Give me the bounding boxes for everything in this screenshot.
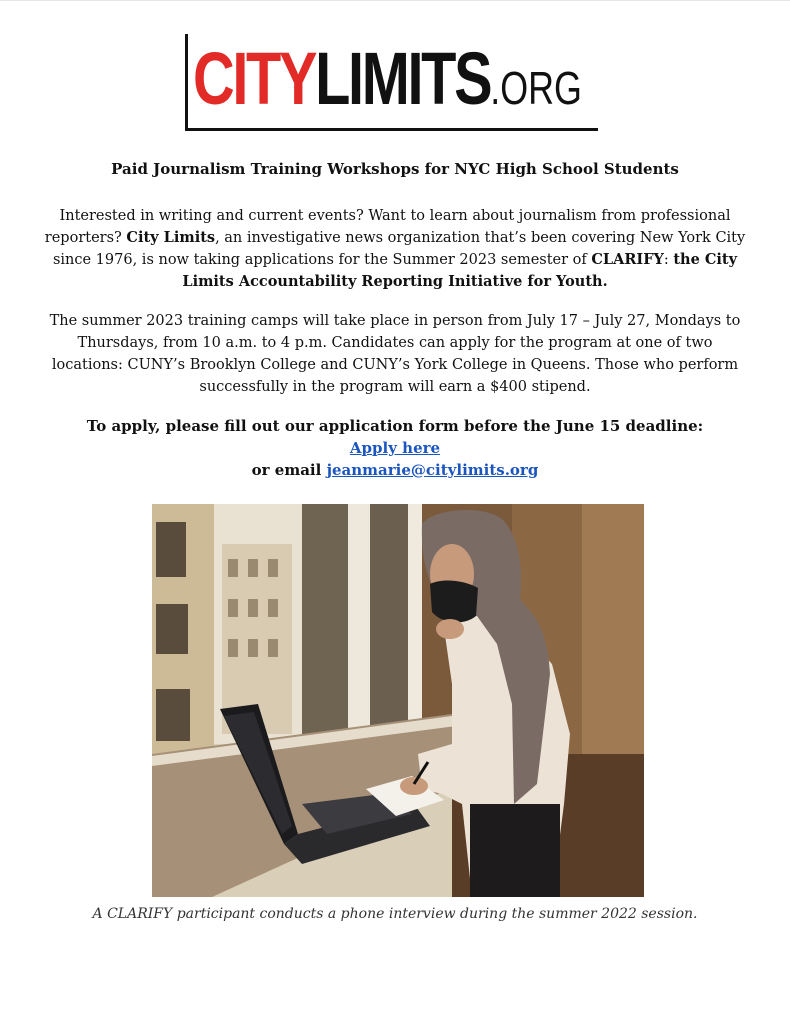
city-limits-logo [185, 34, 600, 132]
email-link[interactable]: jeanmarie@citylimits.org [326, 461, 539, 479]
intro-part1: Interested in writing and current events? Want to learn about journalism from professional reporters? [44, 208, 731, 246]
apply-instruction: To apply, please fill out our application form before the June 15 deadline: [86, 417, 704, 435]
logo-city: CITY [193, 37, 316, 120]
details-paragraph: The summer 2023 training camps will take place in person from July 17 – July 27, Mondays to Thursdays, from 10 a.m. to 4 p.m. Candidates can apply for the program at one of two locations: CUNY’s Brooklyn College and CUNY’s York College in Queens. Those who perform successfully in the program will earn a $400 stipend. [49, 313, 741, 395]
logo-wordmark [193, 37, 582, 125]
apply-section [0, 415, 790, 481]
email-prefix: or email [251, 461, 322, 479]
apply-here-link[interactable]: Apply here [349, 439, 441, 457]
photo-caption: A CLARIFY participant conducts a phone interview during the summer 2022 session. [92, 906, 698, 922]
logo-bar-left [185, 34, 188, 131]
photo-student-laptop [152, 504, 644, 897]
intro-org-name: City Limits [126, 229, 216, 246]
intro-program-full: the City Limits Accountability Reporting Initiative for Youth. [182, 251, 738, 290]
intro-part2: , an investigative news organization that’s been covering New York City since 1976, is now taking applications for the Summer 2023 semester of [52, 230, 746, 268]
logo-bar-bottom [185, 128, 598, 131]
student-photo [152, 504, 644, 897]
intro-paragraph [40, 205, 750, 293]
logo-org: .ORG [490, 62, 582, 114]
intro-colon: : [663, 252, 669, 268]
headline: Paid Journalism Training Workshops for NYC High School Students [111, 160, 679, 178]
intro-program: CLARIFY [591, 251, 664, 268]
logo-limits: LIMITS [315, 37, 491, 120]
